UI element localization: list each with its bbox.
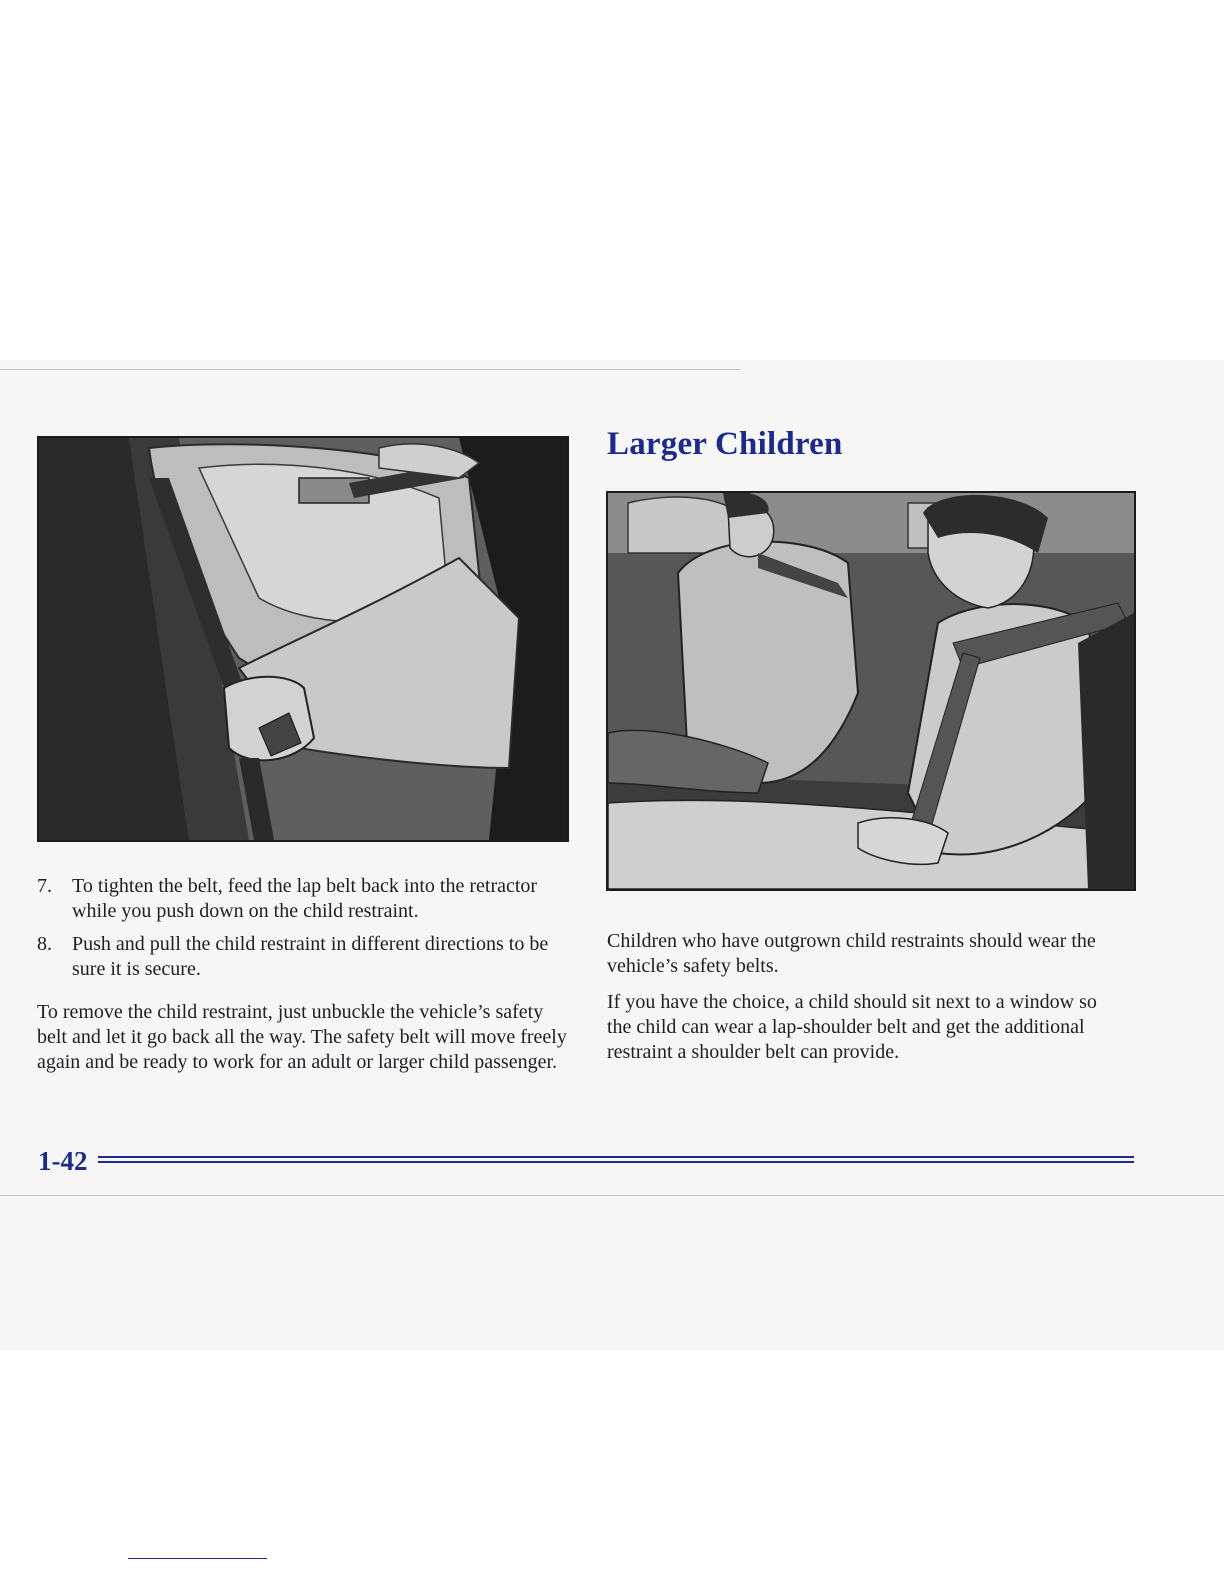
page-number: 1-42 [38,1146,88,1176]
step-item [37,932,577,982]
link-underline [128,1558,267,1559]
step-number: 8. [37,933,52,955]
outgrown-restraints-paragraph: Children who have outgrown child restraints should wear the vehicle’s safety belts. [607,930,1096,977]
step-item [37,874,577,924]
footer-rule [98,1156,1134,1166]
step-number: 7. [37,875,52,897]
top-divider [0,369,740,370]
belt-tightening-icon [39,438,567,840]
footer-rule-line [98,1161,1134,1163]
remove-restraint-paragraph: To remove the child restraint, just unbuckle the vehicle’s safety belt and let it go back all the way. The safety belt will move freely again and be ready to work for an adult or larger child passenger. [37,1001,567,1073]
page-title: Larger Children [607,426,843,462]
steps-list [37,874,577,990]
window-seat-paragraph: If you have the choice, a child should sit next to a window so the child can wear a lap-shoulder belt and get the additional restraint a shoulder belt can provide. [607,991,1097,1063]
belt-tightening-illustration [37,436,569,842]
step-text: To tighten the belt, feed the lap belt back into the retractor while you push down on the child restraint. [72,875,538,922]
bottom-divider [0,1195,1224,1196]
children-seatbelt-icon [608,493,1134,889]
children-seatbelt-illustration [606,491,1136,891]
step-text: Push and pull the child restraint in different directions to be sure it is secure. [72,933,549,980]
footer-rule-line [98,1156,1134,1158]
